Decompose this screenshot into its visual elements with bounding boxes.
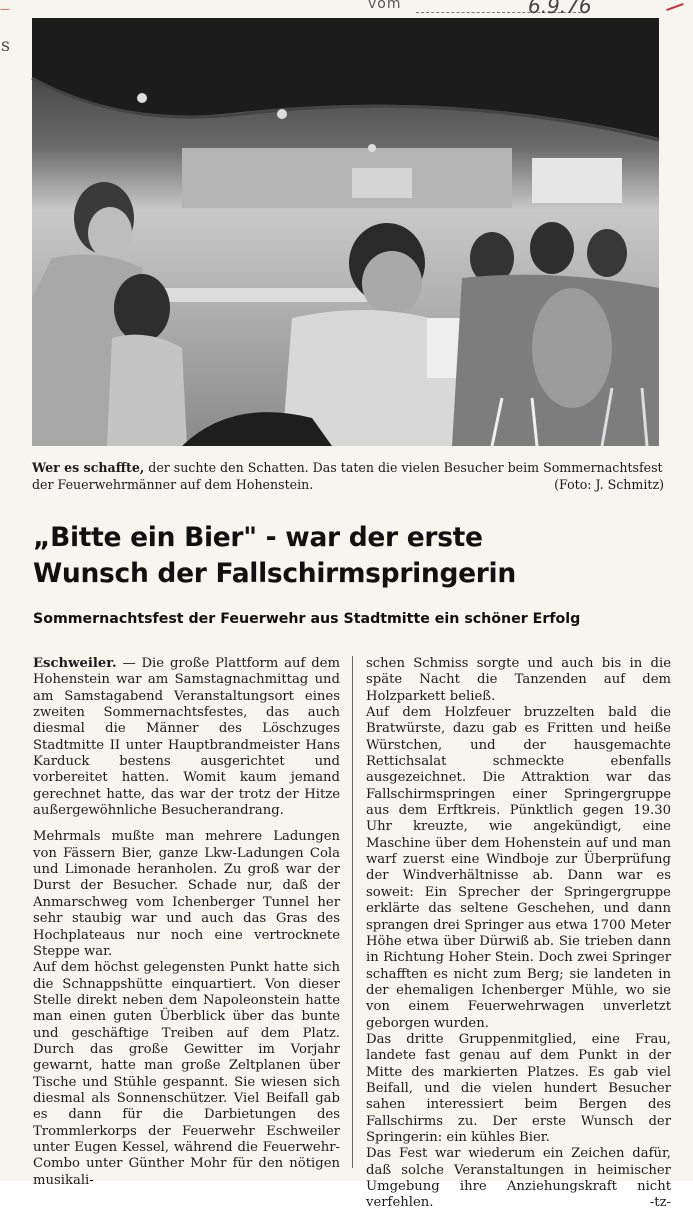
paragraph bbox=[366, 1146, 671, 1211]
date-value: 6.9.76 bbox=[528, 0, 592, 18]
paragraph: Das dritte Gruppenmitglied, eine Frau, landete fast genau auf dem Punkt in der Mitte des markierten Platzes. Es gab viel Beifall, und die vielen hundert Besucher sahen interessiert beim Bergen des Fallschirms zu. Der erste Wunsch der Springerin: ein kühles Bier. bbox=[366, 1031, 671, 1145]
edge-mark: — bbox=[0, 4, 10, 15]
column-divider bbox=[352, 656, 353, 1168]
photo-caption bbox=[32, 459, 664, 493]
photo-illustration bbox=[32, 18, 659, 446]
headline-line-2: Wunsch der Fallschirmspringerin bbox=[33, 558, 516, 589]
headline-line-1: „Bitte ein Bier" - war der erste bbox=[33, 522, 483, 553]
edge-fragment: S bbox=[1, 40, 10, 55]
date-stamp bbox=[368, 0, 668, 16]
event-photo bbox=[32, 18, 659, 446]
paragraph: Mehrmals mußte man mehrere Ladungen von Fässern Bier, ganze Lkw-Ladungen Cola und Limonade heranholen. Zu groß war der Durst der Besucher. Schade nur, daß der Anmarschweg vom Ichenberger Tunnel her sehr staubig war und auch das Gras des Hochplateaus nur noch eine vertrocknete Steppe war. bbox=[33, 829, 340, 959]
paragraph: schen Schmiss sorgte und auch bis in die späte Nacht die Tanzenden auf dem Holzparkett beließ. bbox=[366, 656, 671, 704]
paragraph: Auf dem Holzfeuer bruzzelten bald die Bratwürste, dazu gab es Fritten und heiße Würstchen, und der hausgemachte Rettichsalat schmeckte ebenfalls ausgezeichnet. Die Attraktion war das Fallschirmspringen einer Springergruppe aus dem Erftkreis. Pünktlich gegen 19.30 Uhr kreuzte, wie angekündigt, eine Maschine über dem Hohenstein auf und man warf zuerst eine Windboje zur Überprüfung der Windverhältnisse ab. Dann war es soweit: Ein Sprecher der Springergruppe erklärte das seltene Geschehen, und dann sprangen drei Springer aus etwa 1700 Meter Höhe etwa über Dürwiß ab. Sie trieben dann in Richtung Hoher Stein. Doch zwei Springer schafften es nicht zum Berg; sie landeten in der ehemaligen Ichenberger Mühle, wo sie von einem Feuerwehrwagen unverletzt geborgen wurden. bbox=[366, 705, 671, 1031]
headline bbox=[33, 520, 663, 592]
paragraph: Auf dem höchst gelegensten Punkt hatte sich die Schnappshütte einquartiert. Von dieser Stelle direkt neben dem Napoleonstein hatte man einen guten Überblick über das bunte und geschäftige Treiben auf dem Platz. Durch das große Gewitter im Vorjahr gewarnt, hatte man große Zeltplanen über Tische und Stühle gespannt. Sie wiesen sich diesmal als Sonnenschützer. Viel Beifall gab es dann für die Darbietungen des Trommlerkorps der Feuerwehr Eschweiler unter Eugen Kessel, während die Feuerwehr-Combo unter Günther Mohr für den nötigen musikali- bbox=[33, 960, 340, 1188]
caption-text: der suchte den Schatten. Das taten die vielen Besucher beim Sommernachtsfest der Feuerwehrmänner auf dem Hohenstein. bbox=[32, 460, 663, 492]
paragraph bbox=[33, 656, 340, 819]
article-column-left bbox=[33, 656, 340, 1189]
author-signature: -tz- bbox=[649, 1195, 671, 1211]
article-column-right bbox=[366, 656, 671, 1212]
paragraph-text: — Die große Plattform auf dem Hohenstein war am Samstagnachmittag und am Samstagabend Veranstaltungsort eines zweiten Sommernachtsfestes, das auch diesmal die Männer des Löschzuges Stadtmitte II unter Hauptbrandmeister Hans Karduck bestens ausgerichtet und vorbereitet hatten. Womit kaum jemand gerechnet hatte, das war der trotz der Hitze außergewöhnliche Besucherandrang. bbox=[33, 656, 340, 819]
caption-lead: Wer es schaffte, bbox=[32, 460, 145, 475]
date-prefix: vom bbox=[368, 0, 402, 12]
dateline: Eschweiler. bbox=[33, 656, 117, 671]
edge-mark-red bbox=[666, 3, 684, 11]
photo-credit: (Foto: J. Schmitz) bbox=[554, 477, 664, 492]
paragraph-text: Das Fest war wiederum ein Zeichen dafür, daß solche Veranstaltungen in heimischer Umgebung ihre Anziehungskraft nicht verfehlen. bbox=[366, 1146, 671, 1211]
subheadline: Sommernachtsfest der Feuerwehr aus Stadtmitte ein schöner Erfolg bbox=[33, 611, 581, 627]
